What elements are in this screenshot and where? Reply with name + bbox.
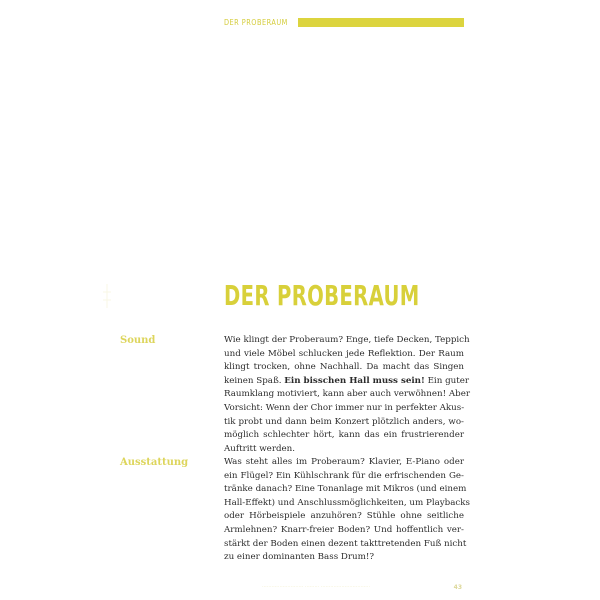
- running-head-title: DER PROBERAUM: [224, 17, 288, 27]
- text-run: Ein guter: [424, 375, 470, 386]
- text-line: Vorsicht: Wenn der Chor immer nur in perfekter Akus-: [224, 402, 465, 413]
- emphasis-text: Ein bisschen Hall muss sein!: [284, 375, 425, 386]
- section-label-ausstattung: Ausstattung: [120, 457, 189, 468]
- text-line: möglich schlechter hört, kann das ein frustrierender: [224, 430, 464, 441]
- text-line: Raumklang motiviert, kann aber auch verwöhnen! Aber: [224, 389, 470, 400]
- section-label-sound: Sound: [120, 335, 156, 346]
- text-line: klingt trocken, ohne Nachhall. Da macht das Singen: [224, 362, 464, 373]
- page-footer: [262, 581, 462, 593]
- text-line: tik probt und dann beim Konzert plötzlich anders, wo-: [224, 416, 464, 427]
- page-number: 43: [453, 583, 462, 591]
- text-line: Auftritt werden.: [224, 443, 296, 454]
- text-run: keinen Spaß.: [224, 375, 285, 386]
- section-body-ausstattung: [224, 456, 471, 565]
- running-head: [224, 16, 464, 28]
- chapter-title: DER PROBERAUM: [224, 279, 420, 312]
- text-line: oder Hörbeispiele anzuhören? Stühle ohne seitliche: [224, 511, 464, 522]
- text-line: Armlehnen? Knarr-freier Boden? Und hoffentlich ver-: [224, 524, 464, 535]
- text-line: Wie klingt der Proberaum? Enge, tiefe Decken, Teppich: [224, 335, 470, 345]
- section-body-sound: [224, 334, 470, 456]
- text-line: Was steht alles im Proberaum? Klavier, E-Piano oder: [224, 457, 464, 467]
- text-line: stärkt der Boden einen dezent takttretenden Fuß nicht: [224, 538, 467, 549]
- text-line: und viele Möbel schlucken jede Reflektion. Der Raum: [224, 348, 464, 359]
- footer-text: ·························· ········· ·······························: [262, 584, 371, 590]
- text-line: ein Flügel? Ein Kühlschrank für die erfrischenden Ge-: [224, 470, 464, 481]
- text-line-emphasis: [224, 375, 470, 389]
- decorative-mark-icon: [100, 282, 114, 310]
- text-line: zu einer dominanten Bass Drum!?: [224, 552, 375, 563]
- running-head-bar: [298, 18, 464, 27]
- text-line: Hall-Effekt) und Anschlussmöglichkeiten, um Playbacks: [224, 497, 471, 508]
- text-line: tränke danach? Eine Tonanlage mit Mikros (und einem: [224, 484, 467, 495]
